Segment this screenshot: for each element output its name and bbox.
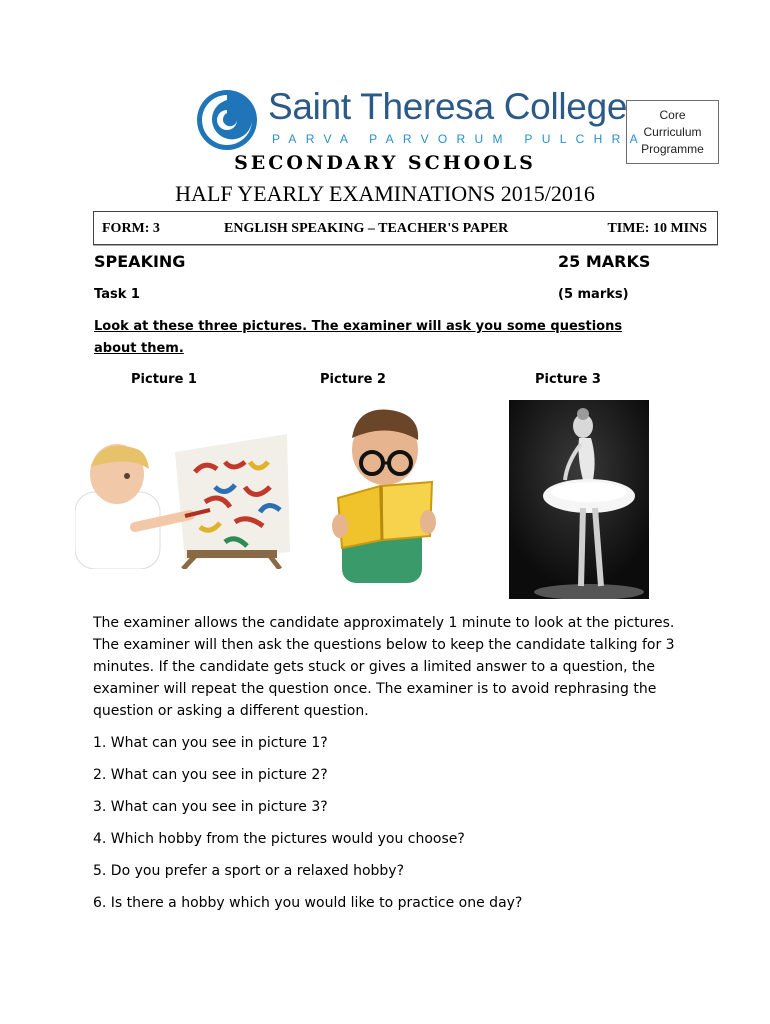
question-item: 3. What can you see in picture 3? xyxy=(93,799,328,815)
task-label: Task 1 xyxy=(94,287,140,302)
task-marks: (5 marks) xyxy=(558,287,629,302)
section-title: SPEAKING xyxy=(94,252,186,271)
picture-3-label: Picture 3 xyxy=(535,372,601,387)
college-motto: PARVA PARVORUM PULCHRA xyxy=(272,132,647,146)
picture-3-image xyxy=(509,400,649,599)
exam-info-bar xyxy=(93,211,718,245)
question-list xyxy=(93,732,522,924)
examiner-note: The examiner allows the candidate approximately 1 minute to look at the pictures. The examiner will then ask the questions below to keep the candidate talking for 3 minutes. If the candidate gets stuck or gives a limited answer to a question, the examiner will repeat the question once. The examiner is to avoid rephrasing the question or asking a different question. xyxy=(93,615,675,719)
task-instruction: Look at these three pictures. The examiner will ask you some questions about them. xyxy=(94,319,623,356)
core-box-line: Curriculum xyxy=(643,124,702,139)
core-box-line: Core xyxy=(659,107,686,122)
form-label: FORM: 3 xyxy=(102,221,160,236)
college-name: Saint Theresa College xyxy=(268,86,628,127)
question-item: 5. Do you prefer a sport or a relaxed hobby? xyxy=(93,863,405,879)
time-label: TIME: 10 MINS xyxy=(607,221,707,236)
question-item: 4. Which hobby from the pictures would you choose? xyxy=(93,831,465,847)
picture-2-label: Picture 2 xyxy=(320,372,386,387)
subject-label: ENGLISH SPEAKING – TEACHER'S PAPER xyxy=(224,221,509,236)
picture-1-label: Picture 1 xyxy=(131,372,197,387)
schools-heading: SECONDARY SCHOOLS xyxy=(234,152,536,174)
section-marks: 25 MARKS xyxy=(558,252,651,271)
college-logo xyxy=(196,89,260,151)
question-item: 2. What can you see in picture 2? xyxy=(93,767,328,783)
core-box-line: Programme xyxy=(641,141,704,156)
picture-2-image xyxy=(320,408,440,583)
exam-title: HALF YEARLY EXAMINATIONS 2015/2016 xyxy=(175,181,595,206)
question-item: 6. Is there a hobby which you would like to practice one day? xyxy=(93,895,523,911)
question-item: 1. What can you see in picture 1? xyxy=(93,735,328,751)
picture-1-image xyxy=(75,432,292,569)
